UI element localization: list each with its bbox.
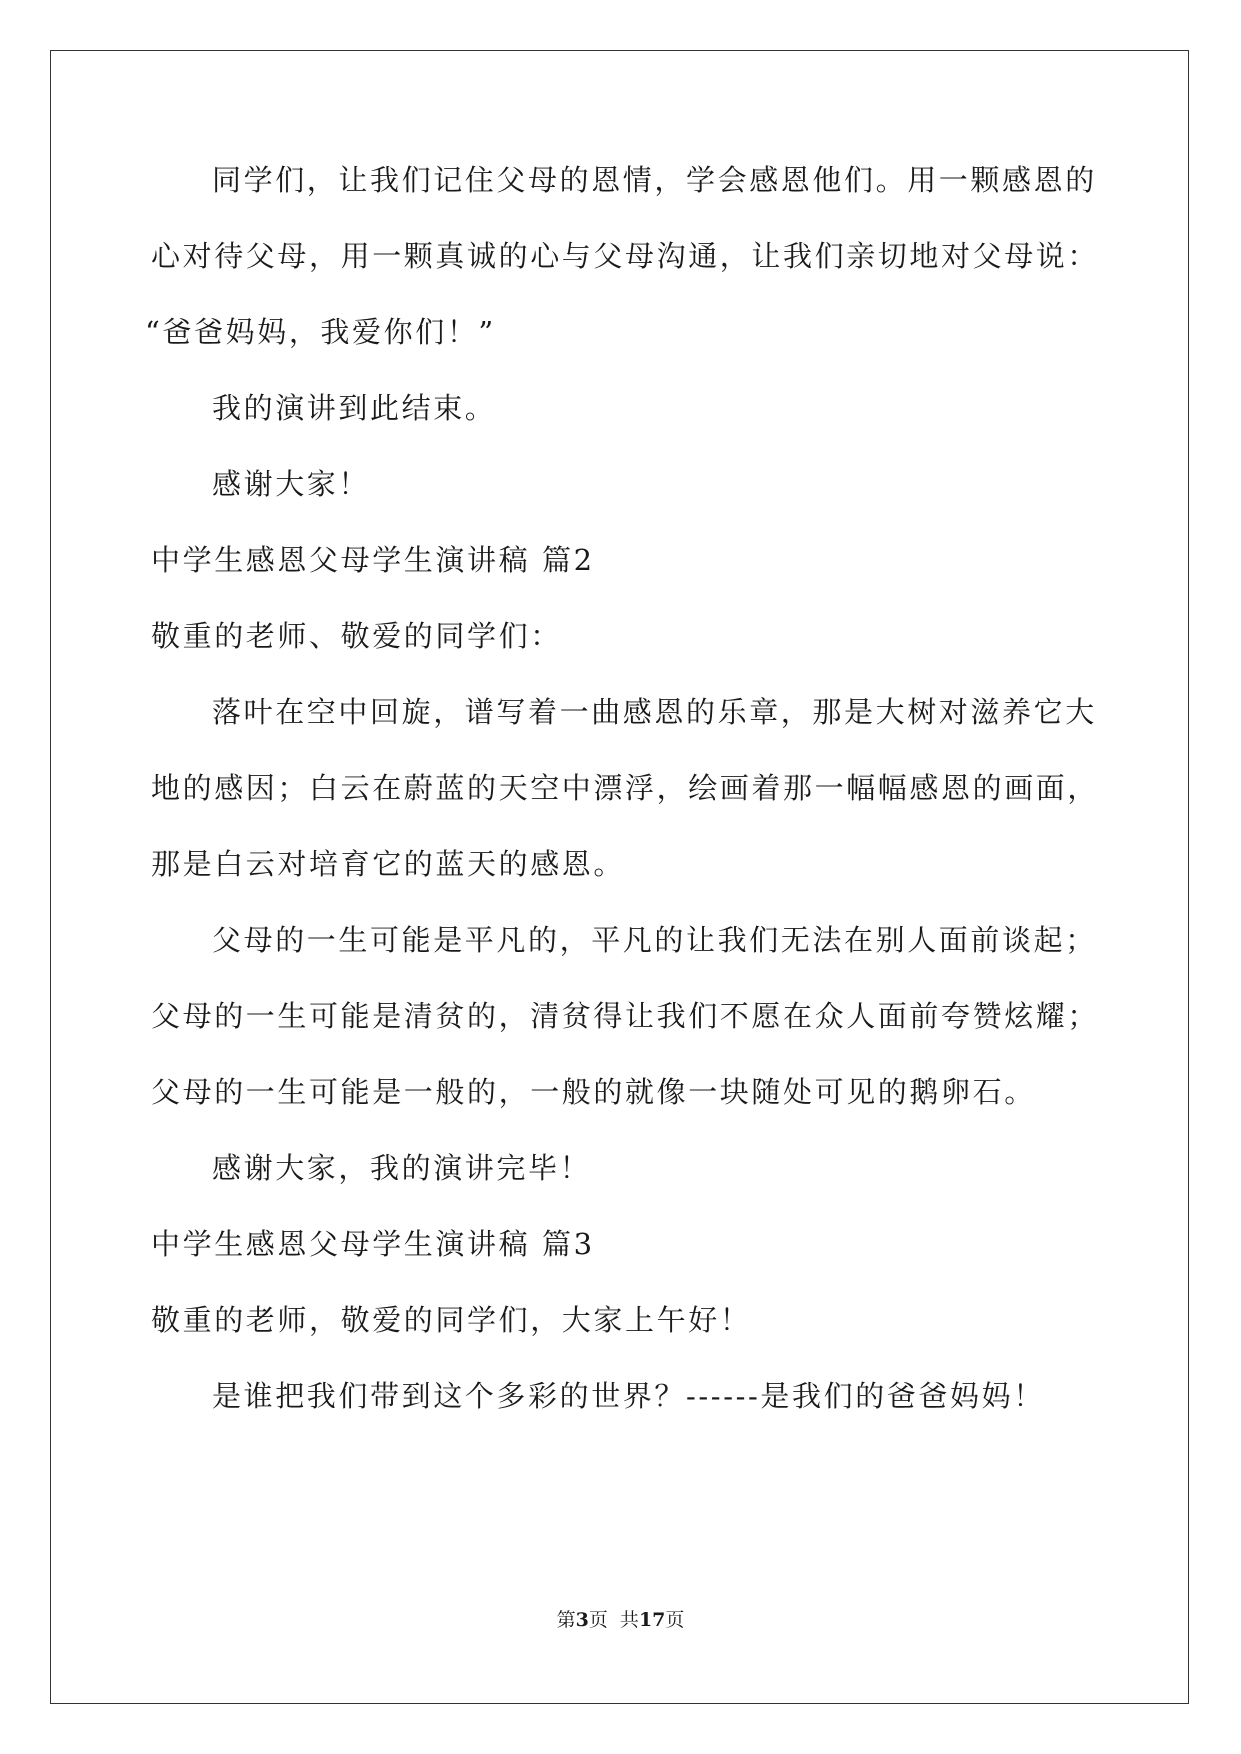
paragraph-line: 地的感因；白云在蔚蓝的天空中漂浮，绘画着那一幅幅感恩的画面， [151, 771, 1100, 805]
paragraph-line: 那是白云对培育它的蓝天的感恩。 [151, 847, 626, 881]
paragraph-line: 心对待父母，用一颗真诚的心与父母沟通，让我们亲切地对父母说： [151, 239, 1100, 273]
salutation: 敬重的老师、敬爱的同学们： [151, 619, 562, 653]
paragraph-line: 我的演讲到此结束。 [212, 391, 497, 425]
paragraph-line: “爸爸妈妈，我爱你们！” [145, 315, 496, 349]
total-page-number: 17 [638, 1609, 666, 1631]
paragraph-line: 落叶在空中回旋，谱写着一曲感恩的乐章，那是大树对滋养它大 [212, 695, 1097, 729]
salutation: 敬重的老师，敬爱的同学们，大家上午好！ [151, 1303, 752, 1337]
section-heading: 中学生感恩父母学生演讲稿 篇2 [151, 543, 595, 577]
current-page-number: 3 [575, 1609, 589, 1631]
footer-mid: 页 共 [588, 1609, 639, 1631]
paragraph-line: 父母的一生可能是平凡的，平凡的让我们无法在别人面前谈起； [212, 923, 1097, 957]
section-heading: 中学生感恩父母学生演讲稿 篇3 [151, 1227, 595, 1261]
page-footer [0, 1606, 1241, 1634]
footer-prefix: 第 [556, 1609, 576, 1631]
paragraph-line: 父母的一生可能是一般的，一般的就像一块随处可见的鹅卵石。 [151, 1075, 1036, 1109]
paragraph-line: 是谁把我们带到这个多彩的世界？------是我们的爸爸妈妈！ [212, 1379, 1045, 1413]
paragraph-line: 父母的一生可能是清贫的，清贫得让我们不愿在众人面前夸赞炫耀； [151, 999, 1100, 1033]
paragraph-line: 感谢大家！ [212, 467, 371, 501]
paragraph-line: 同学们，让我们记住父母的恩情，学会感恩他们。用一颗感恩的 [212, 163, 1097, 197]
paragraph-line: 感谢大家，我的演讲完毕！ [212, 1151, 592, 1185]
footer-suffix: 页 [665, 1609, 685, 1631]
